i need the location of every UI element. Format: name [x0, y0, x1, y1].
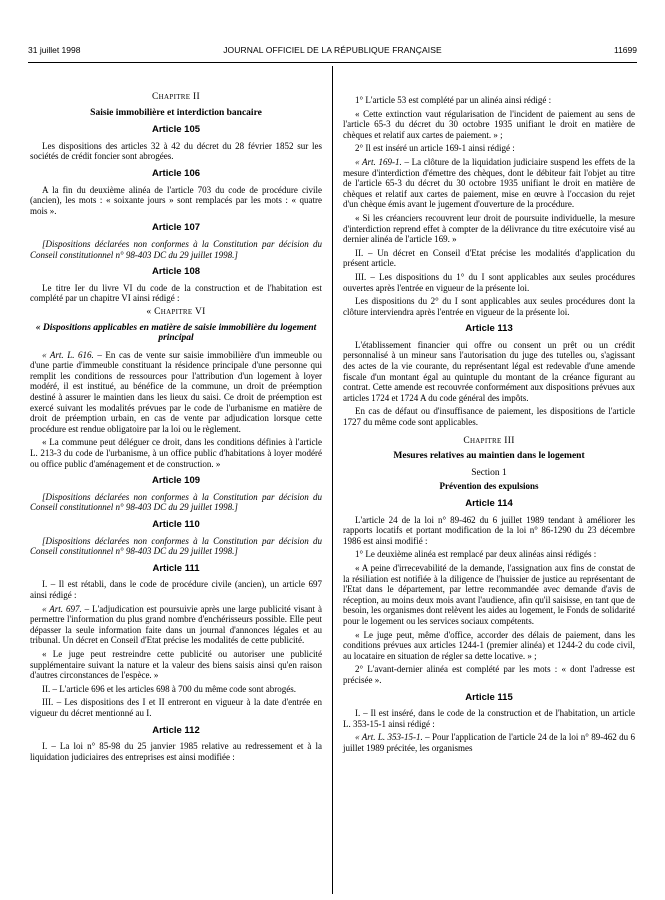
- chapter-title: Saisie immobilière et interdiction bancaire: [90, 107, 262, 118]
- article-113-paragraph-1: L'établissement financier qui offre ou consent un prêt ou un crédit personnalisé à un mineur sans l'autorisation du juge des tutelles ou, s'agissant des actes de la vie courante, du représentant légal est redevable d'une amende fiscale d'un montant égal au quintuple du montant de la créance figurant au contrat. Cette amende est recouvrée conformément aux dispositions prévues aux articles 1724 et 1724 A du code général des impôts.: [343, 339, 635, 403]
- article-112-art169-1: [343, 157, 635, 210]
- article-114-paragraph-3: « A peine d'irrecevabilité de la demande, l'assignation aux fins de constat de la résiliation est notifiée à la diligence de l'huissier de justice au représentant de l'Etat dans le département, par lettre recommandée avec demande d'avis de réception, au moins deux mois avant l'audience, afin qu'il saisisse, en tant que de besoin, les organismes dont relèvent les aides au logement, le Fonds de solidarité pour le logement ou les services sociaux compétents.: [343, 562, 635, 626]
- article-112-paragraph-6: « Si les créanciers recouvrent leur droit de poursuite individuelle, la mesure d'interdiction reprend effet à compter de la délivrance du titre exécutoire visé au dernier alinéa de l'article 169. »: [343, 212, 635, 245]
- article-111-paragraph-1: I. – Il est rétabli, dans le code de procédure civile (ancien), un article 697 ainsi rédigé :: [30, 579, 322, 600]
- article-108-l616-label: « Art. L. 616.: [42, 349, 94, 360]
- article-108-l616-text: – En cas de vente sur saisie immobilière d'un immeuble ou d'une partie d'immeuble constituant la résidence principale d'une personne qui remplit les conditions de ressources pour l'attribution d'un logement à loyer modéré, il est institué, au bénéfice de la commune, un droit de préemption destiné à assurer le maintien dans les lieux du saisi. Ce droit de préemption est exercé suivant les modalités prévues par le code de l'urbanisme en matière de droit de préemption urbain, en cas de vente par adjudication lorsque cette procédure est rendue obligatoire par la loi ou le règlement.: [30, 349, 323, 434]
- header-date: 31 juillet 1998: [28, 45, 81, 55]
- column-divider: [332, 66, 333, 894]
- section-title: Prévention des expulsions: [439, 481, 539, 492]
- article-114-paragraph-4: « Le juge peut, même d'office, accorder des délais de paiement, dans les conditions prévues aux articles 1244-1 (premier alinéa) et 1244-2 du code civil, au locataire en situation de régler sa dette locative. » ;: [343, 629, 635, 661]
- article-108-paragraph-3: « La commune peut déléguer ce droit, dans les conditions définies à l'article L. 213-3 du code de l'urbanisme, à un office public d'habitations à loyer modéré ou office public d'aménagement et de construction. »: [30, 437, 322, 469]
- article-111-art697: [30, 604, 322, 646]
- article-110-text: [Dispositions déclarées non conformes à la Constitution par décision du Conseil constitutionnel n° 98-403 DC du 29 juillet 1998.]: [30, 535, 322, 557]
- article-109-text: [Dispositions déclarées non conformes à la Constitution par décision du Conseil constitutionnel n° 98-403 DC du 29 juillet 1998.]: [30, 491, 322, 513]
- article-108-chapter-title: « Dispositions applicables en matière de saisie immobilière du logement principal: [35, 322, 317, 344]
- article-110-heading: Article 110: [152, 519, 200, 530]
- article-115-heading: Article 115: [465, 691, 513, 703]
- article-107-text: [Dispositions déclarées non conformes à la Constitution par décision du Conseil constitutionnel n° 98-403 DC du 29 juillet 1998.]: [30, 238, 322, 260]
- article-112-paragraph-7: II. – Un décret en Conseil d'Etat précise les modalités d'application du présent article.: [343, 247, 635, 269]
- chapter-heading: Chapitre II: [152, 92, 200, 102]
- chapter-3-heading: Chapitre III: [463, 435, 515, 446]
- article-111-paragraph-3: « Le juge peut restreindre cette publicité ou autoriser une publicité supplémentaire suivant la nature et la valeur des biens saisis ainsi qu'en raison d'autres circonstances de l'espèce. »: [30, 648, 322, 681]
- chapter-3-title: Mesures relatives au maintien dans le logement: [393, 451, 585, 462]
- article-105-text: Les dispositions des articles 32 à 42 du décret du 28 février 1852 sur les sociétés de crédit foncier sont abrogées.: [30, 140, 322, 162]
- left-column: [30, 92, 322, 765]
- article-112-paragraph-2: 1° L'article 53 est complété par un alinéa ainsi rédigé :: [355, 95, 552, 105]
- article-115-paragraph-1: I. – Il est inséré, dans le code de la construction et de l'habitation, un article L. 353-15-1 ainsi rédigé :: [343, 708, 635, 729]
- article-114-paragraph-5: 2° L'avant-dernier alinéa est complété par les mots : « dont l'adresse est précisée ».: [343, 664, 635, 685]
- article-114-paragraph-2: 1° Le deuxième alinéa est remplacé par deux alinéas ainsi rédigés :: [355, 549, 597, 560]
- article-111-art697-text: – L'adjudication est poursuivie après une large publicité visant à permettre l'information du plus grand nombre d'enchérisseurs possible. Elle peut dépasser la seule information faite dans un journal d'annonces légales et au tribunal. Un décret en Conseil d'Etat précise les modalités de cette publicité.: [30, 603, 322, 646]
- article-108-text: Le titre Ier du livre VI du code de la construction et de l'habitation est complété par un chapitre VI ainsi rédigé :: [30, 282, 322, 304]
- header-page-number: 11699: [613, 45, 637, 55]
- section-heading: Section 1: [471, 467, 507, 478]
- article-115-label: « Art. L. 353-15-1.: [355, 732, 423, 743]
- article-106-text: A la fin du deuxième alinéa de l'article 703 du code de procédure civile (ancien), les mots : « soixante jours » sont remplacés par les mots : « quatre mois ».: [30, 184, 322, 216]
- article-114-paragraph-1: L'article 24 de la loi n° 89-462 du 6 juillet 1989 tendant à améliorer les rapports locatifs et portant modification de la loi n° 86-1290 du 23 décembre 1986 est ainsi modifié :: [343, 514, 635, 546]
- article-112-paragraph-4: 2° Il est inséré un article 169-1 ainsi rédigé :: [355, 143, 515, 154]
- article-106-heading: Article 106: [151, 167, 201, 179]
- article-113-heading: Article 113: [465, 323, 513, 335]
- article-111-paragraph-5: III. – Les dispositions des I et II entreront en vigueur à la date d'entrée en vigueur du décret mentionné au I.: [30, 697, 322, 718]
- article-112-paragraph-9: Les dispositions du 2° du I sont applicables aux seules procédures dont la clôture interviendra après l'entrée en vigueur de la présente loi.: [343, 296, 635, 317]
- article-105-heading: Article 105: [151, 124, 201, 136]
- article-111-heading: Article 111: [152, 562, 200, 574]
- article-114-heading: Article 114: [465, 498, 513, 509]
- page-header: [28, 45, 637, 59]
- article-115-text: – Pour l'application de l'article 24 de la loi n° 89-462 du 6 juillet 1989 précitée, les organismes: [343, 732, 635, 753]
- header-rule: [28, 62, 637, 63]
- article-111-paragraph-4: II. – L'article 696 et les articles 698 à 700 du même code sont abrogés.: [42, 683, 297, 694]
- article-113-paragraph-2: En cas de défaut ou d'insuffisance de paiement, les dispositions de l'article 1727 du même code sont applicables.: [343, 406, 635, 428]
- header-journal-title: JOURNAL OFFICIEL DE LA RÉPUBLIQUE FRANÇAISE: [223, 45, 442, 55]
- article-108-chapter-heading: « Chapitre VI: [146, 306, 206, 317]
- article-108-l616: [30, 350, 322, 435]
- right-column: [343, 95, 635, 756]
- article-108-heading: Article 108: [151, 266, 201, 278]
- article-112-art169-1-label: « Art. 169-1.: [355, 156, 402, 167]
- article-107-heading: Article 107: [151, 222, 201, 234]
- article-112-paragraph-3: « Cette extinction vaut régularisation de l'incident de paiement au sens de l'article 65-3 du décret du 30 octobre 1935 unifiant le droit en matière de chèques et relatif aux cartes de paiement. » ;: [343, 108, 635, 140]
- article-112-paragraph-8: III. – Les dispositions du 1° du I sont applicables aux seules procédures ouvertes après l'entrée en vigueur de la présente loi.: [343, 271, 635, 293]
- article-109-heading: Article 109: [151, 475, 201, 487]
- article-115-paragraph-2: [343, 732, 635, 753]
- article-111-art697-label: « Art. 697.: [42, 603, 82, 614]
- article-112-art169-1-text: – La clôture de la liquidation judiciaire suspend les effets de la mesure d'interdiction d'émettre des chèques, dont le débiteur fait l'objet au titre de l'article 65-3 du décret du 30 octobre 1935 unifiant le droit en matière de chèques et relatif aux cartes de paiement, mise en œuvre à l'occasion du rejet d'un chèque émis avant le jugement d'ouverture de la procédure.: [343, 156, 635, 210]
- article-112-paragraph-1: I. – La loi n° 85-98 du 25 janvier 1985 relative au redressement et à la liquidation judiciaires des entreprises est ainsi modifiée :: [30, 741, 322, 762]
- article-112-heading: Article 112: [152, 724, 200, 736]
